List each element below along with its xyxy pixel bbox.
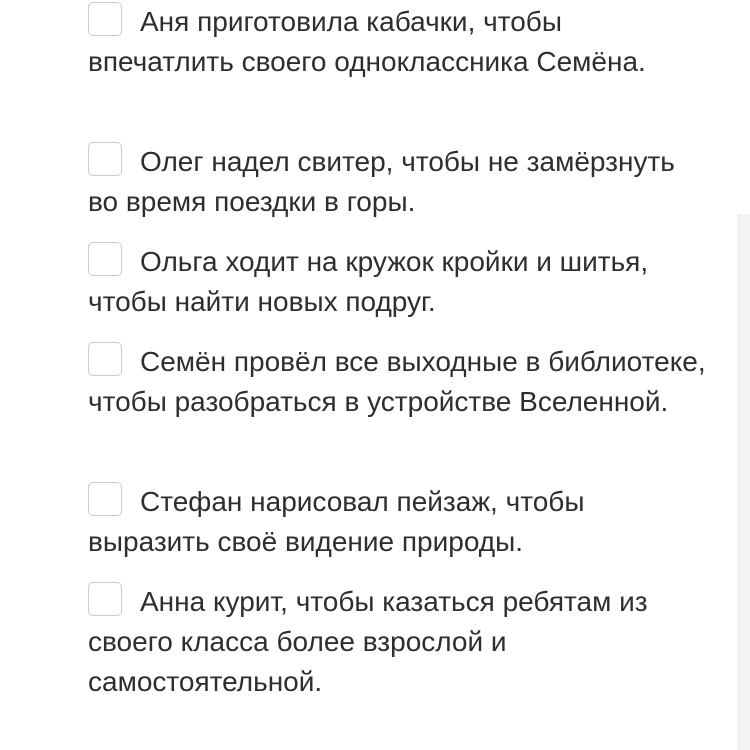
scrollbar-track[interactable] [738, 214, 750, 750]
answer-option-label: Ольга ходит на кружок кройки и шитья, чтобы найти новых подруг. [88, 246, 649, 317]
checkbox[interactable] [88, 142, 122, 176]
answer-option-6[interactable] [88, 582, 708, 702]
answer-option-3[interactable] [88, 242, 708, 322]
answer-option-label: Аня приготовила кабачки, чтобы впечатлить своего одноклассника Семёна. [88, 6, 646, 77]
checkbox[interactable] [88, 342, 122, 376]
answer-option-label: Олег надел свитер, чтобы не замёрзнуть во время поездки в горы. [88, 146, 675, 217]
checkbox[interactable] [88, 2, 122, 36]
answer-option-label: Стефан нарисовал пейзаж, чтобы выразить своё видение природы. [88, 486, 585, 557]
answer-option-1[interactable] [88, 2, 708, 82]
answer-option-5[interactable] [88, 482, 708, 562]
checkbox[interactable] [88, 242, 122, 276]
checkbox[interactable] [88, 482, 122, 516]
answer-option-2[interactable] [88, 142, 708, 222]
checkbox[interactable] [88, 582, 122, 616]
answer-option-4[interactable] [88, 342, 708, 422]
answer-option-label: Анна курит, чтобы казаться ребятам из своего класса более взрослой и самостоятельной. [88, 586, 648, 697]
answer-option-label: Семён провёл все выходные в библиотеке, чтобы разобраться в устройстве Вселенной. [88, 346, 706, 417]
